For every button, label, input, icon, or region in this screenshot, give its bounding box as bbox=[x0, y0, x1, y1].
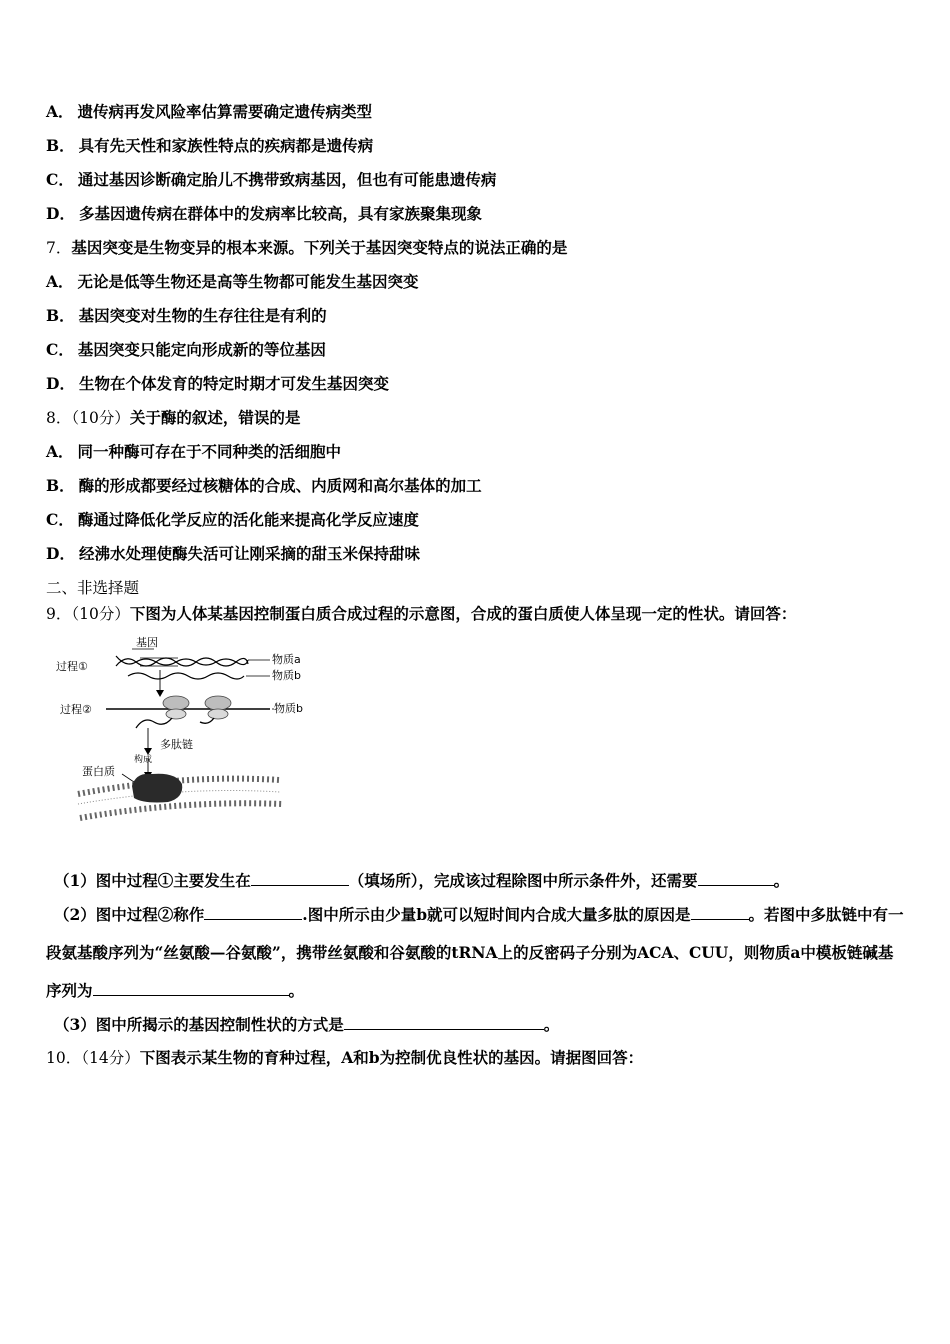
answer-blank[interactable] bbox=[93, 980, 289, 996]
q8-option-a bbox=[46, 442, 341, 462]
leader-line bbox=[122, 774, 134, 782]
answer-blank[interactable] bbox=[698, 870, 774, 886]
answer-blank[interactable] bbox=[344, 1014, 544, 1030]
sub2-text-d: 。 bbox=[288, 981, 305, 1000]
question-number: 7． bbox=[46, 239, 72, 257]
option-label: C． bbox=[46, 340, 74, 359]
arrow-down-icon bbox=[144, 748, 152, 755]
option-label: D． bbox=[46, 374, 75, 393]
question-text: 关于酶的叙述，错误的是 bbox=[129, 408, 301, 427]
sub3-text-a: （3）图中所揭示的基因控制性状的方式是 bbox=[54, 1015, 344, 1034]
section-heading: 二、非选择题 bbox=[46, 579, 140, 597]
option-text: 无论是低等生物还是高等生物都可能发生基因突变 bbox=[77, 272, 419, 291]
q9-subquestion-3 bbox=[46, 1014, 559, 1035]
q7-option-a bbox=[46, 272, 419, 292]
question-text: 基因突变是生物变异的根本来源。下列关于基因突变特点的说法正确的是 bbox=[71, 238, 568, 257]
sub1-text-b: （填场所），完成该过程除图中所示条件外，还需要 bbox=[348, 871, 698, 890]
option-text: 同一种酶可存在于不同种类的活细胞中 bbox=[77, 442, 342, 461]
membrane-protein-icon bbox=[132, 774, 182, 803]
sub1-text-c: 。 bbox=[773, 871, 790, 890]
option-label: B． bbox=[46, 306, 75, 325]
membrane-inner-heads bbox=[80, 803, 282, 818]
option-label: D． bbox=[46, 204, 75, 223]
question-number: 9． bbox=[46, 605, 72, 623]
question-text: 下图表示某生物的育种过程，A和b为控制优良性状的基因。请据图回答： bbox=[139, 1048, 644, 1067]
q8-option-c bbox=[46, 510, 419, 530]
question-score: （14分） bbox=[81, 1049, 140, 1067]
option-label: C． bbox=[46, 510, 74, 529]
sub2-text-b: .图中所示由少量b就可以短时间内合成大量多肽的原因是 bbox=[302, 905, 691, 924]
q7-option-b bbox=[46, 306, 327, 326]
option-text: 多基因遗传病在群体中的发病率比较高，具有家族聚集现象 bbox=[78, 204, 482, 223]
answer-blank[interactable] bbox=[691, 904, 749, 920]
gene-label: 基因 bbox=[136, 636, 158, 649]
arrow-down-icon bbox=[156, 690, 164, 697]
option-text: 具有先天性和家族性特点的疾病都是遗传病 bbox=[78, 136, 374, 155]
q8-option-d bbox=[46, 544, 420, 564]
q9-subquestion-2 bbox=[46, 896, 908, 1010]
q6-option-a bbox=[46, 102, 372, 122]
q8-stem bbox=[46, 408, 300, 428]
option-text: 酶通过降低化学反应的活化能来提高化学反应速度 bbox=[77, 510, 419, 529]
substance-b-label-2: 物质b bbox=[274, 702, 303, 715]
protein-label: 蛋白质 bbox=[82, 765, 115, 778]
option-text: 基因突变只能定向形成新的等位基因 bbox=[77, 340, 326, 359]
option-text: 酶的形成都要经过核糖体的合成、内质网和高尔基体的加工 bbox=[78, 476, 482, 495]
option-label: B． bbox=[46, 136, 75, 155]
process-1-label: 过程① bbox=[56, 660, 88, 673]
sub2-text-a: （2）图中过程②称作 bbox=[54, 905, 205, 924]
q9-stem bbox=[46, 604, 796, 624]
question-text: 下图为人体某基因控制蛋白质合成过程的示意图，合成的蛋白质使人体呈现一定的性状。请回答： bbox=[129, 604, 797, 623]
sub3-text-b: 。 bbox=[543, 1015, 560, 1034]
option-text: 经沸水处理使酶失活可让刚采摘的甜玉米保持甜味 bbox=[78, 544, 420, 563]
answer-blank[interactable] bbox=[204, 904, 302, 920]
question-score: （10分） bbox=[71, 409, 130, 427]
option-label: A． bbox=[46, 272, 74, 291]
dna-strand-1 bbox=[116, 656, 248, 665]
q7-option-c bbox=[46, 340, 326, 360]
option-text: 遗传病再发风险率估算需要确定遗传病类型 bbox=[77, 102, 373, 121]
question-score: （10分） bbox=[71, 605, 130, 623]
option-label: A． bbox=[46, 442, 74, 461]
polypeptide-chain-1 bbox=[136, 718, 172, 728]
option-text: 基因突变对生物的生存往往是有利的 bbox=[78, 306, 327, 325]
question-number: 8． bbox=[46, 409, 72, 427]
sub2-text-c: 。若图中多肽链中有一段氨基酸序列为“丝氨酸—谷氨酸”，携带丝氨酸和谷氨酸的tRNA上的反密码子分别为ACA、CUU，则物质a中模板链碱基序列为 bbox=[46, 905, 904, 1000]
polypeptide-chain-2 bbox=[200, 718, 214, 723]
ribosome-small-subunit-icon bbox=[163, 696, 189, 710]
ribosome-small-subunit-icon bbox=[205, 696, 231, 710]
option-text: 生物在个体发育的特定时期才可发生基因突变 bbox=[78, 374, 389, 393]
option-text: 通过基因诊断确定胎儿不携带致病基因，但也有可能患遗传病 bbox=[77, 170, 497, 189]
q8-option-b bbox=[46, 476, 482, 496]
option-label: C． bbox=[46, 170, 74, 189]
q6-option-c bbox=[46, 170, 496, 190]
gene-expression-diagram bbox=[52, 632, 312, 837]
substance-a-label: 物质a bbox=[272, 653, 301, 666]
question-number: 10． bbox=[46, 1049, 82, 1067]
q10-stem bbox=[46, 1048, 643, 1068]
q6-option-d bbox=[46, 204, 482, 224]
q6-option-b bbox=[46, 136, 373, 156]
mrna-transcript bbox=[128, 673, 244, 679]
constitutes-label: 构成 bbox=[134, 755, 153, 765]
ribosome-large-subunit-icon bbox=[166, 709, 186, 719]
q9-subquestion-1 bbox=[46, 862, 908, 900]
substance-b-label-1: 物质b bbox=[272, 669, 301, 682]
ribosome-large-subunit-icon bbox=[208, 709, 228, 719]
option-label: A． bbox=[46, 102, 74, 121]
q7-stem bbox=[46, 238, 567, 258]
process-2-label: 过程② bbox=[60, 703, 92, 716]
polypeptide-label: 多肽链 bbox=[160, 738, 193, 751]
sub1-text-a: （1）图中过程①主要发生在 bbox=[54, 871, 251, 890]
q7-option-d bbox=[46, 374, 389, 394]
option-label: B． bbox=[46, 476, 75, 495]
answer-blank[interactable] bbox=[251, 870, 349, 886]
option-label: D． bbox=[46, 544, 75, 563]
